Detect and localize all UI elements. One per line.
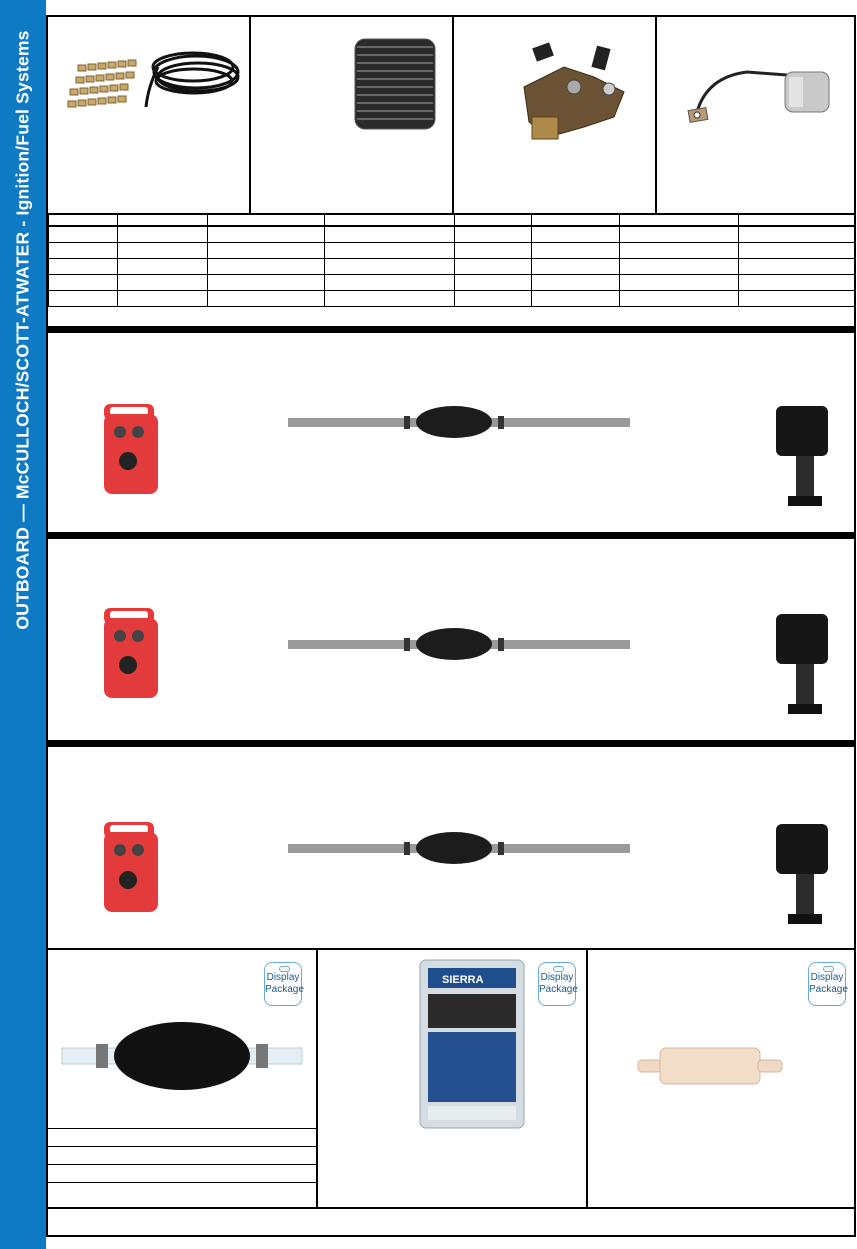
kit-package-image bbox=[318, 958, 586, 1138]
fuel-tank-icon bbox=[104, 404, 158, 494]
top-products bbox=[48, 17, 854, 215]
product-cell-points bbox=[454, 17, 657, 213]
table-row bbox=[49, 226, 855, 243]
outboard-motor-icon bbox=[776, 406, 828, 506]
spec-table bbox=[48, 213, 855, 307]
fuel-kit-image-3 bbox=[48, 740, 854, 950]
footer-notes bbox=[48, 1207, 854, 1239]
product-cell-kit-package bbox=[318, 950, 588, 1207]
inline-filter-image bbox=[588, 1030, 854, 1150]
catalog-page bbox=[46, 15, 856, 1237]
primer-bulb-spec-lines bbox=[48, 1128, 316, 1200]
table-notes-row bbox=[48, 311, 854, 327]
display-package-badge: Display Package bbox=[264, 962, 302, 1006]
product-cell-bellows bbox=[251, 17, 454, 213]
hose-clamp-kit-image bbox=[48, 17, 249, 207]
table-row bbox=[49, 291, 855, 307]
package-brand-text: SIERRA bbox=[442, 974, 484, 986]
outboard-motor-icon bbox=[776, 824, 828, 924]
fuel-kit-image-2 bbox=[48, 532, 854, 740]
section-title: OUTBOARD — McCULLOCH/SCOTT-ATWATER - Ignition/Fuel Systems bbox=[12, 30, 33, 630]
condenser-image bbox=[657, 17, 854, 207]
outboard-motor-icon bbox=[776, 614, 828, 714]
fuel-line-kit-1 bbox=[48, 326, 854, 532]
display-package-badge: Display Package bbox=[808, 962, 846, 1006]
table-row bbox=[49, 243, 855, 259]
sidebar bbox=[0, 0, 46, 1249]
table-row bbox=[49, 259, 855, 275]
primer-bulb-image bbox=[48, 1010, 316, 1130]
fuel-kit-image-1 bbox=[48, 326, 854, 532]
display-package-badge: Display Package bbox=[538, 962, 576, 1006]
product-cell-condenser bbox=[657, 17, 854, 213]
breaker-points-image bbox=[454, 17, 655, 207]
product-cell-primer-bulb bbox=[48, 950, 318, 1207]
fuel-line-kit-3 bbox=[48, 740, 854, 950]
product-cell-fuel-filter bbox=[588, 950, 854, 1207]
table-header-row bbox=[49, 214, 855, 227]
fuel-tank-icon bbox=[104, 608, 158, 698]
table-row bbox=[49, 275, 855, 291]
bellows-image bbox=[251, 17, 452, 207]
fuel-line-kit-2 bbox=[48, 532, 854, 740]
product-cell-hose-kit bbox=[48, 17, 251, 213]
fuel-tank-icon bbox=[104, 822, 158, 912]
